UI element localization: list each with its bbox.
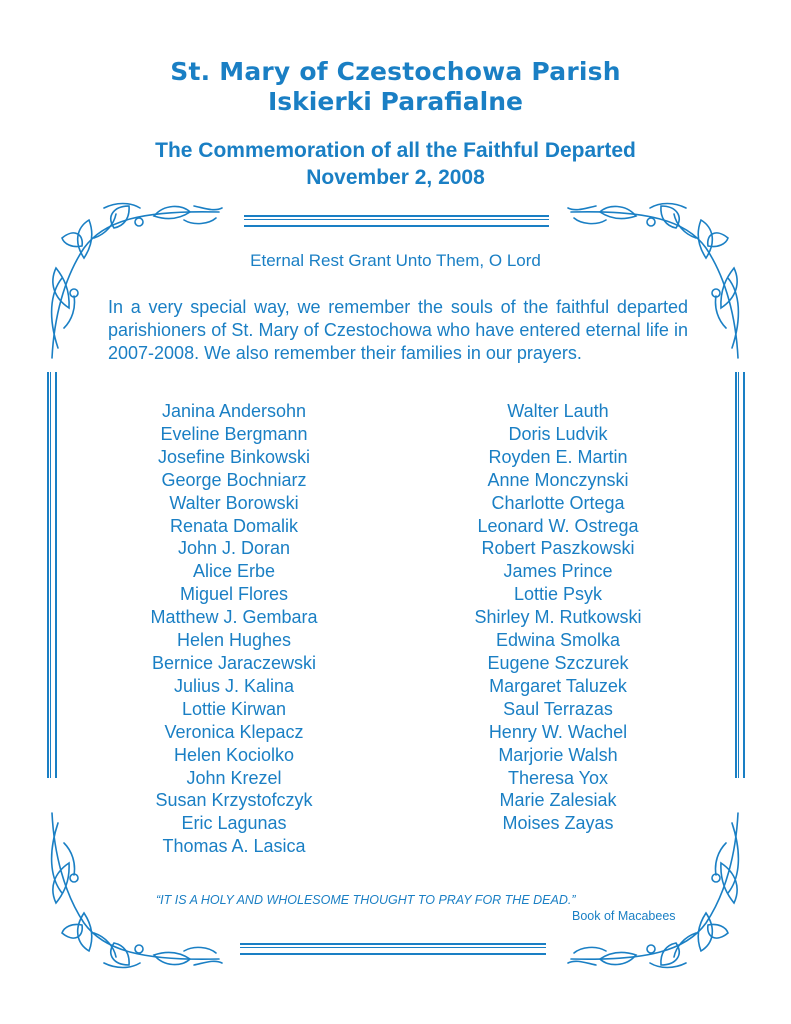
name-item: Matthew J. Gembara [150, 607, 318, 628]
quote-text: “IT IS A HOLY AND WHOLESOME THOUGHT TO PRAY FOR THE DEAD.” [156, 893, 576, 907]
name-item: Eugene Szczurek [487, 652, 629, 673]
name-item: John J. Doran [177, 538, 291, 559]
name-item: Shirley M. Rutkowski [474, 607, 642, 628]
name-item: Eric Lagunas [181, 813, 287, 834]
intro-paragraph: In a very special way, we remember the souls of the faithful departed parishioners of St. Mary of Czestochowa who have entered eternal life in 2007-2008. We also remember their families in our prayers. [108, 297, 688, 363]
name-item: Charlotte Ortega [491, 492, 625, 513]
name-item: Robert Paszkowski [481, 538, 635, 559]
name-item: Lottie Kirwan [181, 698, 287, 719]
prayer-heading: Eternal Rest Grant Unto Them, O Lord [250, 251, 541, 270]
name-item: Margaret Taluzek [489, 675, 627, 696]
name-item: Walter Lauth [507, 401, 609, 421]
name-item: Henry W. Wachel [488, 721, 628, 742]
bottom-divider [240, 943, 546, 955]
name-item: Janina Andersohn [161, 401, 307, 421]
name-item: Marie Zalesiak [499, 790, 617, 811]
name-item: Thomas A. Lasica [162, 836, 306, 857]
name-item: Miguel Flores [179, 584, 289, 605]
name-item: Renata Domalik [169, 515, 299, 536]
name-item: John Krezel [186, 767, 282, 788]
event-date: November 2, 2008 [306, 166, 485, 189]
name-item: Helen Kociolko [173, 744, 295, 765]
names-list-right [418, 400, 698, 835]
top-divider [244, 215, 549, 227]
event-title: The Commemoration of all the Faithful Departed [155, 139, 636, 162]
name-item: Anne Monczynski [487, 469, 629, 490]
name-item: Edwina Smolka [495, 630, 621, 651]
name-item: Bernice Jaraczewski [151, 652, 317, 673]
name-item: Helen Hughes [176, 630, 292, 651]
left-divider [47, 372, 57, 778]
parish-subtitle: Iskierki Parafialne [267, 87, 523, 116]
name-item: Walter Borowski [169, 492, 299, 513]
name-item: Eveline Bergmann [160, 423, 308, 444]
name-item: Susan Krzystofczyk [155, 790, 313, 811]
name-item: Doris Ludvik [508, 423, 608, 444]
parish-title: St. Mary of Czestochowa Parish [170, 57, 621, 86]
name-item: Saul Terrazas [503, 698, 613, 719]
name-item: Marjorie Walsh [498, 744, 618, 765]
name-item: Julius J. Kalina [173, 675, 295, 696]
name-item: James Prince [503, 561, 613, 582]
name-item: George Bochniarz [161, 469, 307, 490]
name-item: Alice Erbe [192, 561, 276, 582]
right-divider [735, 372, 745, 778]
name-item: Veronica Klepacz [164, 721, 304, 742]
name-item: Leonard W. Ostrega [477, 515, 639, 536]
names-list-left [94, 400, 374, 858]
quote-source: Book of Macabees [572, 909, 676, 923]
name-item: Theresa Yox [507, 767, 609, 788]
name-item: Lottie Psyk [513, 584, 603, 605]
name-item: Royden E. Martin [488, 446, 628, 467]
name-item: Josefine Binkowski [157, 446, 311, 467]
name-item: Moises Zayas [502, 813, 614, 834]
